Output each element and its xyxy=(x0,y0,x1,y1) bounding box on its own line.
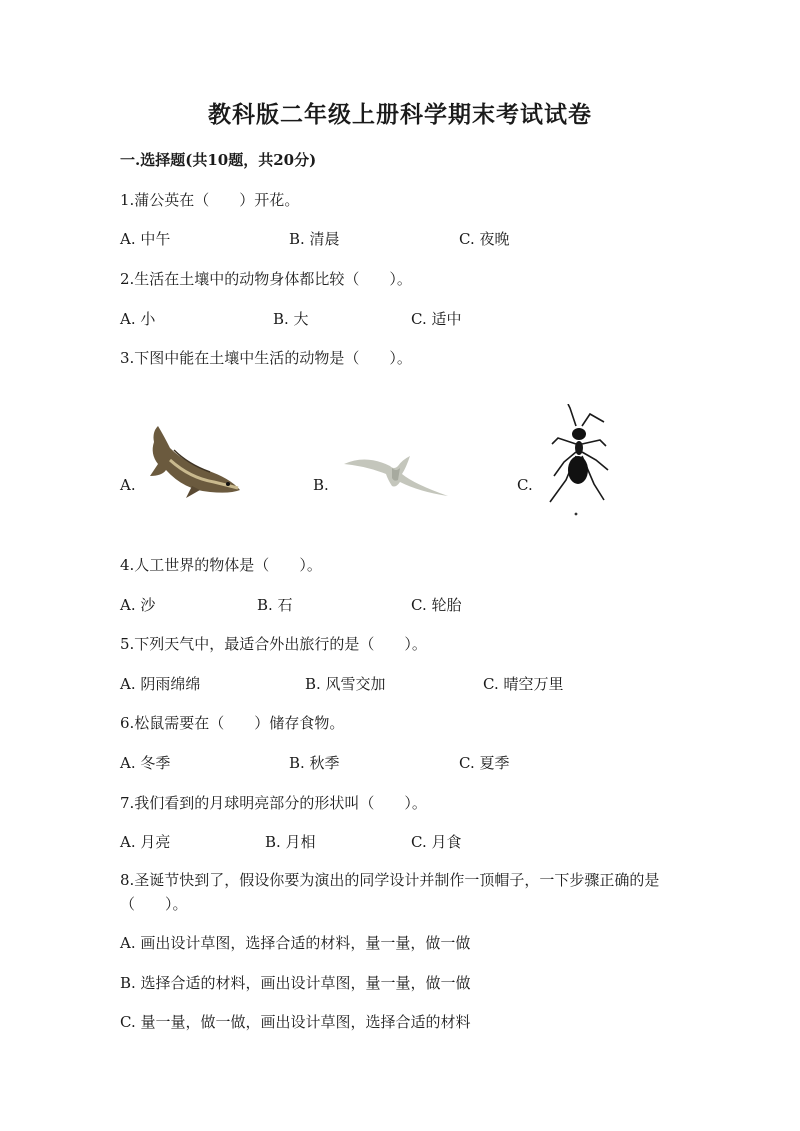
question-2: 2.生活在土壤中的动物身体都比较（ ）。 xyxy=(120,270,412,288)
option-b[interactable]: B. xyxy=(313,476,329,494)
question-1: 1.蒲公英在（ ）开花。 xyxy=(120,191,300,209)
option-c[interactable]: C. 轮胎 xyxy=(411,596,462,614)
option-b[interactable]: B. 清晨 xyxy=(289,230,340,248)
option-a[interactable]: A. 中午 xyxy=(120,230,171,248)
question-6: 6.松鼠需要在（ ）储存食物。 xyxy=(120,714,345,732)
question-3: 3.下图中能在土壤中生活的动物是（ ）。 xyxy=(120,349,412,367)
option-a[interactable]: A. 冬季 xyxy=(120,754,171,772)
option-b[interactable]: B. 风雪交加 xyxy=(305,675,386,693)
option-a[interactable]: A. 画出设计草图，选择合适的材料，量一量，做一做 xyxy=(120,934,471,952)
question-7: 7.我们看到的月球明亮部分的形状叫（ ）。 xyxy=(120,794,427,812)
option-c[interactable]: C. 晴空万里 xyxy=(483,675,564,693)
page-title: 教科版二年级上册科学期末考试试卷 xyxy=(208,101,592,128)
option-b[interactable]: B. 秋季 xyxy=(289,754,340,772)
option-b[interactable]: B. 月相 xyxy=(265,833,316,851)
fish-icon xyxy=(144,420,244,505)
ant-icon xyxy=(546,404,612,516)
option-b[interactable]: B. 石 xyxy=(257,596,293,614)
option-c[interactable]: C. 夜晚 xyxy=(459,230,510,248)
question-5: 5.下列天气中，最适合外出旅行的是（ ）。 xyxy=(120,635,427,653)
option-c[interactable]: C. 量一量，做一做，画出设计草图，选择合适的材料 xyxy=(120,1013,471,1031)
option-c[interactable]: C. 适中 xyxy=(411,310,462,328)
section-heading: 一.选择题(共10题，共20分) xyxy=(120,151,317,169)
bird-icon xyxy=(340,450,452,500)
option-a[interactable]: A. 阴雨绵绵 xyxy=(120,675,201,693)
option-b[interactable]: B. 大 xyxy=(273,310,309,328)
option-a[interactable]: A. xyxy=(120,476,136,494)
option-a[interactable]: A. 沙 xyxy=(120,596,156,614)
option-a[interactable]: A. 小 xyxy=(120,310,156,328)
option-b[interactable]: B. 选择合适的材料，画出设计草图，量一量，做一做 xyxy=(120,974,471,992)
option-c[interactable]: C. 夏季 xyxy=(459,754,510,772)
question-4: 4.人工世界的物体是（ ）。 xyxy=(120,556,322,574)
question-8: 8.圣诞节快到了，假设你要为演出的同学设计并制作一顶帽子，一下步骤正确的是（ ）。 xyxy=(120,871,660,913)
option-c[interactable]: C. 月食 xyxy=(411,833,462,851)
option-c[interactable]: C. xyxy=(517,476,533,494)
option-a[interactable]: A. 月亮 xyxy=(120,833,171,851)
